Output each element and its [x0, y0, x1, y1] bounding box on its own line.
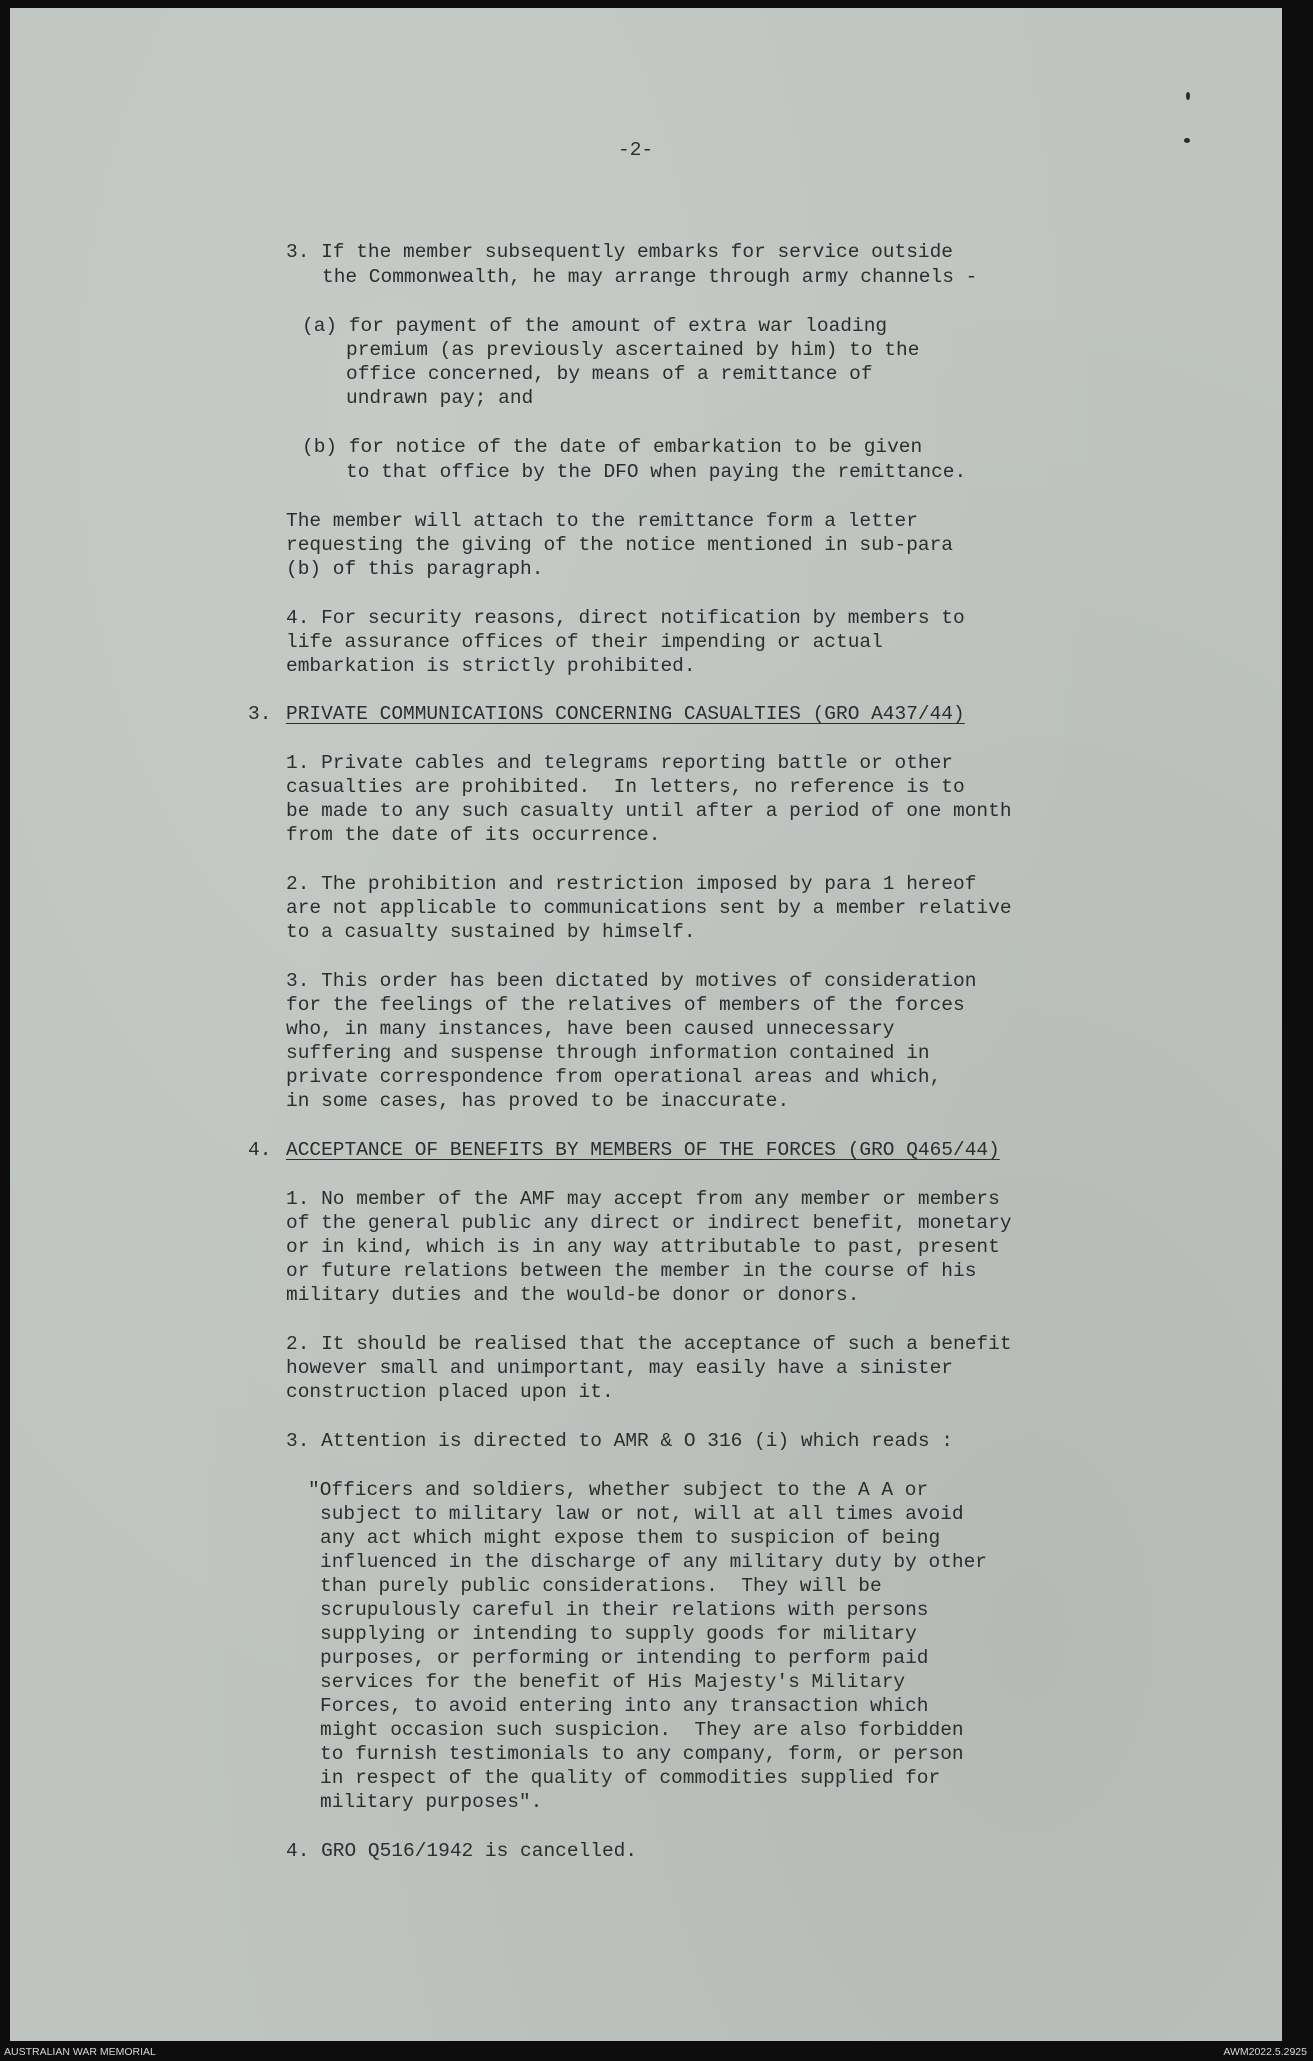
private-p2-line2: are not applicable to communications sent by a member relative — [286, 897, 1012, 919]
private-p3-line5: private correspondence from operational areas and which, — [286, 1066, 942, 1088]
private-p1-line4: from the date of its occurrence. — [286, 824, 661, 846]
quote-line5: than purely public considerations. They will be — [320, 1575, 882, 1597]
archive-footer — [0, 2044, 1313, 2061]
private-p3-line2: for the feelings of the relatives of members of the forces — [286, 994, 965, 1016]
private-p1-line1: 1. Private cables and telegrams reporting battle or other — [286, 752, 954, 774]
para3-line1: 3. If the member subsequently embarks for service outside — [286, 241, 954, 263]
attach-line2: requesting the giving of the notice mentioned in sub-para — [286, 534, 954, 556]
quote-line7: supplying or intending to supply goods for military — [320, 1623, 917, 1645]
para4-line3: embarkation is strictly prohibited. — [286, 655, 696, 677]
attach-line3: (b) of this paragraph. — [286, 558, 544, 580]
private-p3-line6: in some cases, has proved to be inaccurate. — [286, 1090, 790, 1112]
private-p3-line4: suffering and suspense through information contained in — [286, 1042, 930, 1064]
benefits-p4-line: 4. GRO Q516/1942 is cancelled. — [286, 1840, 638, 1862]
footer-accession-number: AWM2022.5.2925 — [1223, 2046, 1307, 2058]
quote-line8: purposes, or performing or intending to perform paid — [320, 1647, 929, 1669]
para4-line1: 4. For security reasons, direct notification by members to — [286, 607, 965, 629]
item-a-line1: (a) for payment of the amount of extra war loading — [302, 315, 888, 337]
private-p2-line1: 2. The prohibition and restriction imposed by para 1 hereof — [286, 873, 977, 895]
benefits-p2-line1: 2. It should be realised that the acceptance of such a benefit — [286, 1333, 1012, 1355]
paper-speck — [1184, 138, 1190, 143]
benefits-p1-line2: of the general public any direct or indirect benefit, monetary — [286, 1212, 1012, 1234]
document-page — [10, 8, 1282, 2041]
item-b-line2: to that office by the DFO when paying the remittance. — [346, 461, 967, 483]
paper-speck — [1186, 92, 1190, 100]
benefits-p1-line3: or in kind, which is in any way attributable to past, present — [286, 1236, 1000, 1258]
private-p3-line3: who, in many instances, have been caused unnecessary — [286, 1018, 895, 1040]
section-private-heading: PRIVATE COMMUNICATIONS CONCERNING CASUALTIES (GRO A437/44) — [286, 703, 965, 725]
quote-line1: "Officers and soldiers, whether subject to the A A or — [308, 1479, 929, 1501]
para3-line2: the Commonwealth, he may arrange through army channels - — [322, 266, 978, 288]
item-a-line4: undrawn pay; and — [346, 387, 534, 409]
page-number: -2- — [618, 139, 654, 161]
quote-line6: scrupulously careful in their relations with persons — [320, 1599, 929, 1621]
item-b-line1: (b) for notice of the date of embarkation to be given — [302, 436, 923, 458]
benefits-p1-line5: military duties and the would-be donor or donors. — [286, 1284, 860, 1306]
private-p2-line3: to a casualty sustained by himself. — [286, 921, 696, 943]
footer-institution: AUSTRALIAN WAR MEMORIAL — [4, 2046, 156, 2058]
quote-line12: to furnish testimonials to any company, form, or person — [320, 1743, 964, 1765]
benefits-p1-line4: or future relations between the member in the course of his — [286, 1260, 977, 1282]
quote-line11: might occasion such suspicion. They are also forbidden — [320, 1719, 964, 1741]
quote-line13: in respect of the quality of commodities supplied for — [320, 1767, 941, 1789]
section-benefits-number: 4. — [248, 1139, 272, 1161]
quote-line3: any act which might expose them to suspicion of being — [320, 1527, 941, 1549]
benefits-p3-line: 3. Attention is directed to AMR & O 316 (i) which reads : — [286, 1430, 954, 1452]
benefits-p2-line3: construction placed upon it. — [286, 1381, 614, 1403]
quote-line9: services for the benefit of His Majesty's Military — [320, 1671, 906, 1693]
item-a-line2: premium (as previously ascertained by him) to the — [346, 339, 920, 361]
section-private-number: 3. — [248, 703, 272, 725]
quote-line10: Forces, to avoid entering into any transaction which — [320, 1695, 929, 1717]
para4-line2: life assurance offices of their impending or actual — [286, 631, 883, 653]
benefits-p2-line2: however small and unimportant, may easily have a sinister — [286, 1357, 954, 1379]
item-a-line3: office concerned, by means of a remittance of — [346, 363, 873, 385]
private-p3-line1: 3. This order has been dictated by motives of consideration — [286, 970, 977, 992]
private-p1-line2: casualties are prohibited. In letters, no reference is to — [286, 776, 965, 798]
attach-line1: The member will attach to the remittance form a letter — [286, 510, 918, 532]
section-benefits-heading: ACCEPTANCE OF BENEFITS BY MEMBERS OF THE FORCES (GRO Q465/44) — [286, 1139, 1000, 1161]
benefits-p1-line1: 1. No member of the AMF may accept from any member or members — [286, 1188, 1000, 1210]
private-p1-line3: be made to any such casualty until after a period of one month — [286, 800, 1012, 822]
quote-line4: influenced in the discharge of any military duty by other — [320, 1551, 988, 1573]
quote-line14: military purposes". — [320, 1791, 543, 1813]
quote-line2: subject to military law or not, will at all times avoid — [320, 1503, 964, 1525]
